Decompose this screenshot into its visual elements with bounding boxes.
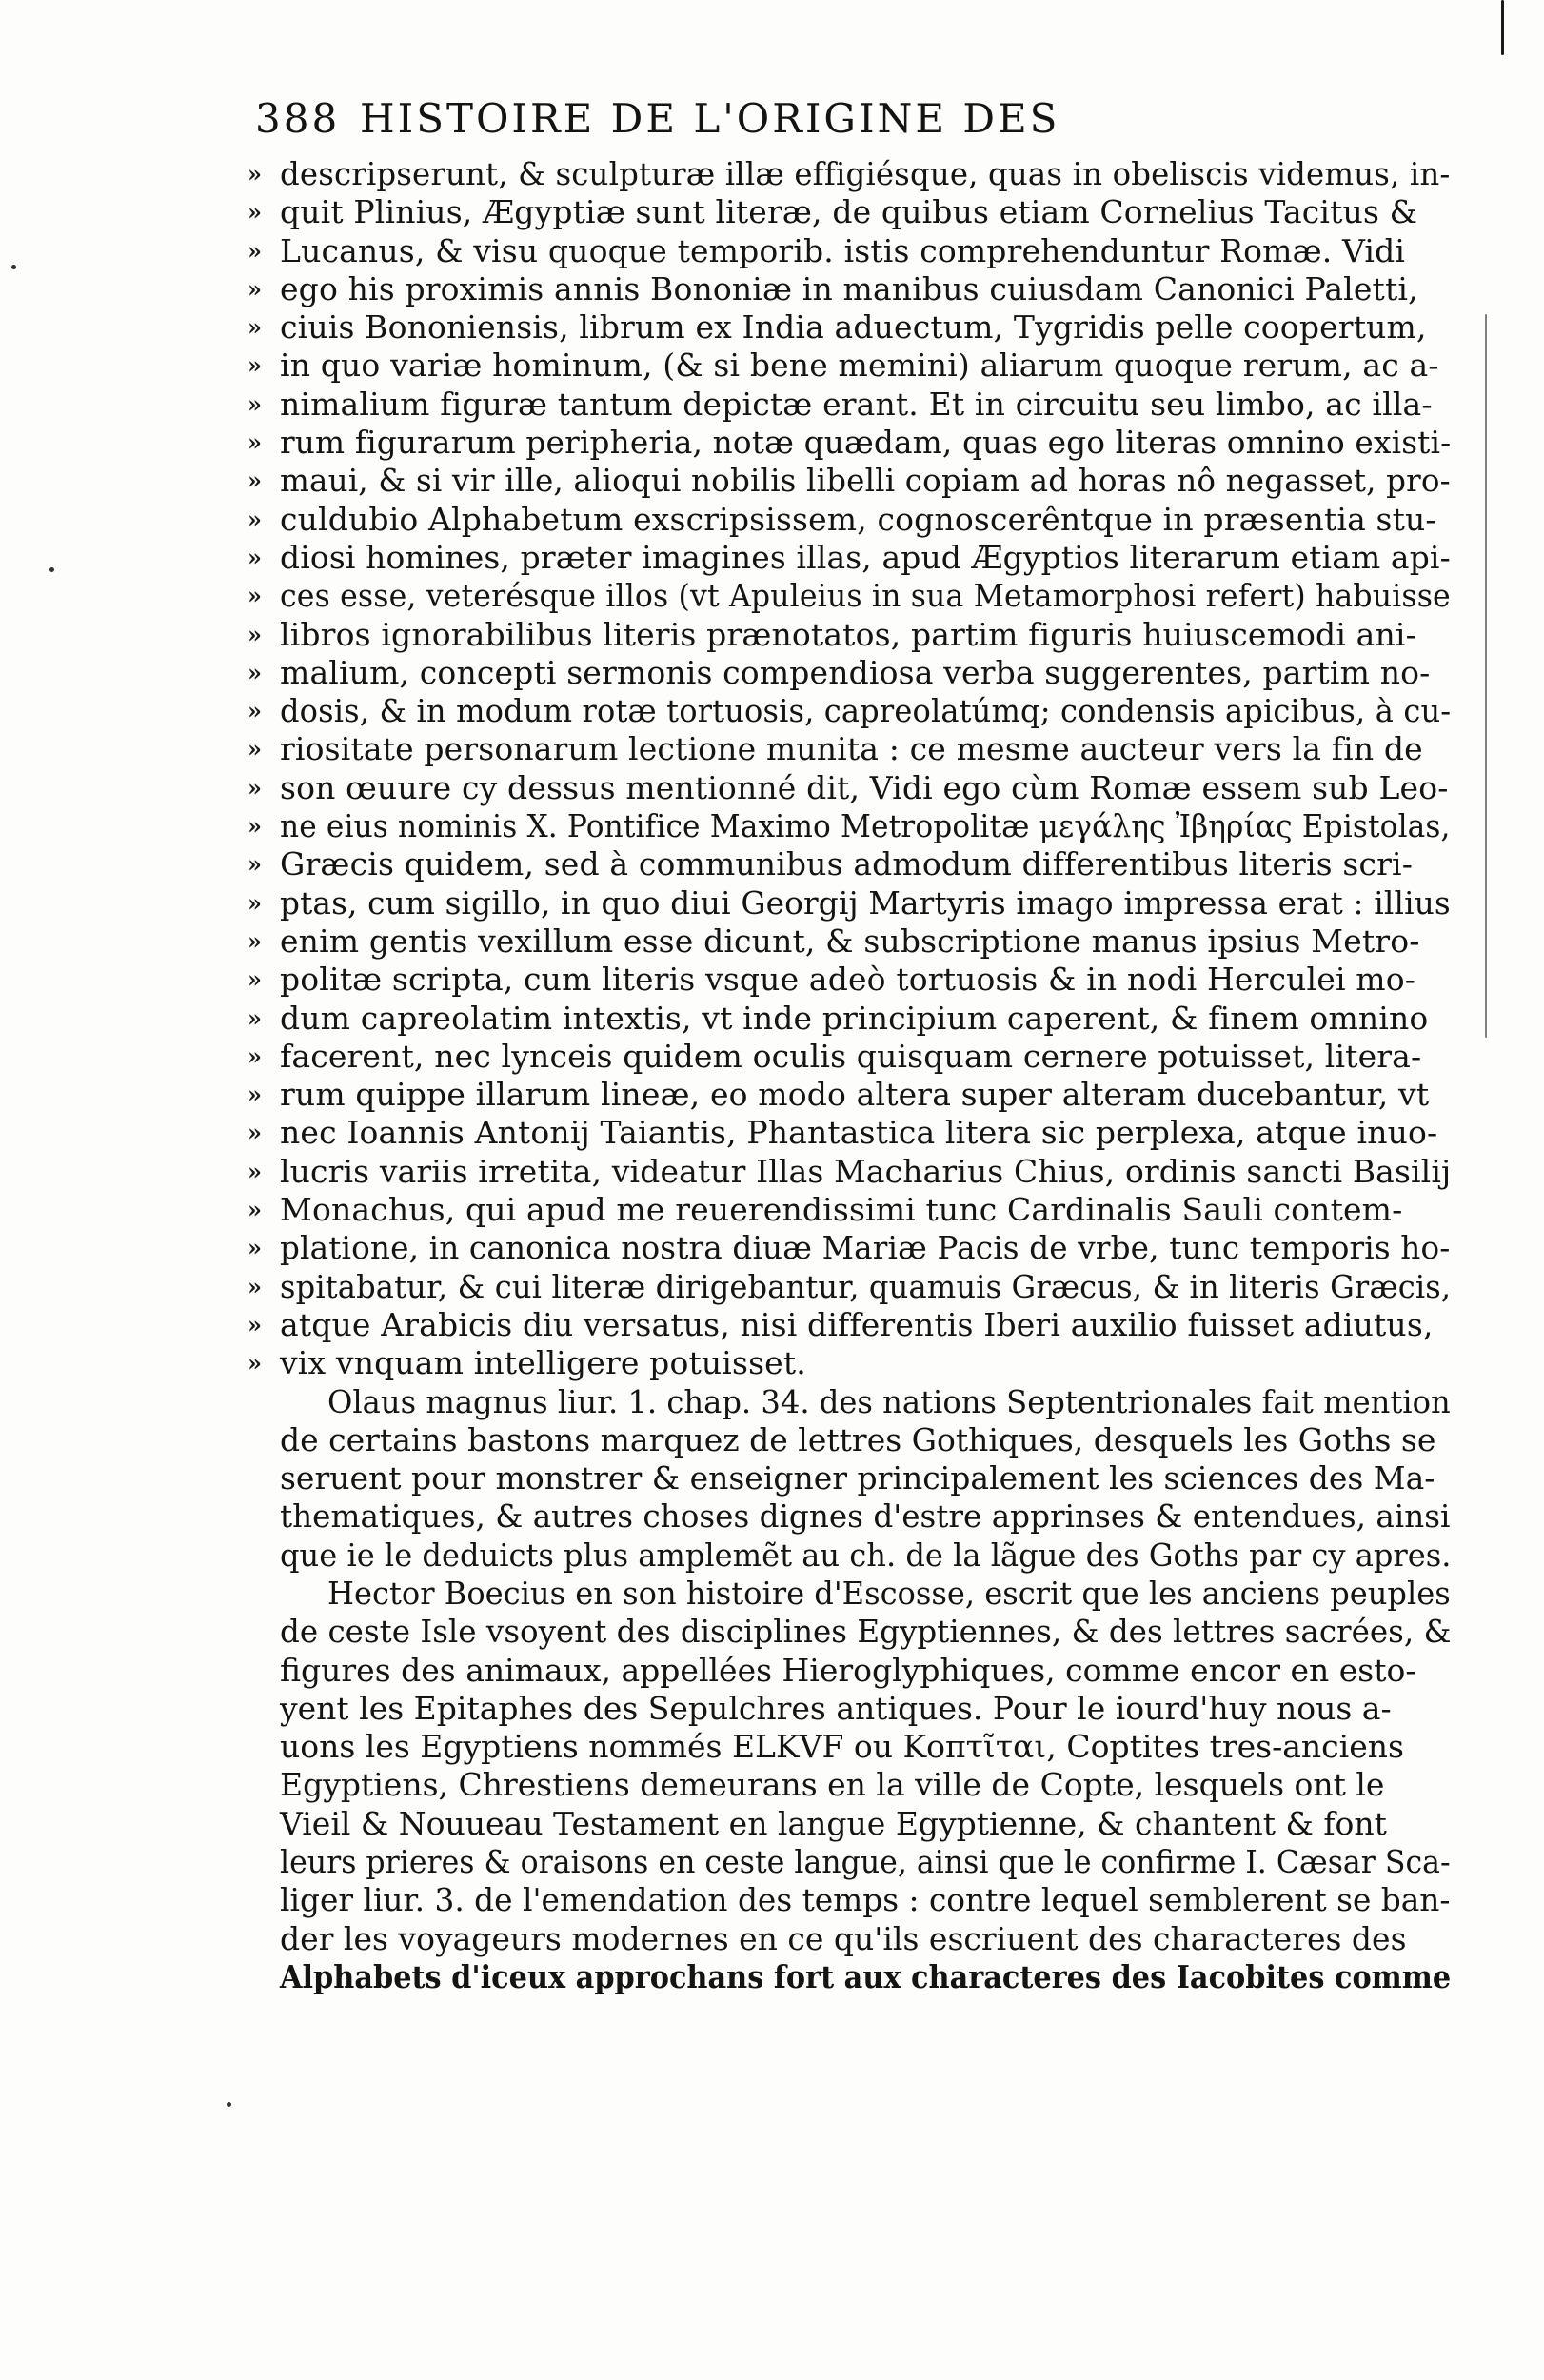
quote-mark: » <box>247 735 262 764</box>
line-text: Vieil & Nouueau Testament en langue Egyptienne, & chantent & font <box>280 1804 1387 1842</box>
quoted-text-line <box>247 654 1504 692</box>
running-title: HISTOIRE DE L'ORIGINE DES <box>360 95 1060 142</box>
text-line <box>247 1881 1504 1919</box>
quoted-text-line <box>247 769 1504 807</box>
ink-speck <box>227 2102 231 2107</box>
quoted-text-line <box>247 692 1504 730</box>
quote-mark: » <box>247 543 262 571</box>
line-text: riositate personarum lectione munita : ce mesme aucteur vers la fin de <box>280 730 1423 768</box>
quoted-text-line <box>247 155 1504 193</box>
quote-mark: » <box>247 926 262 955</box>
text-line <box>247 1421 1504 1459</box>
text-line <box>247 1497 1504 1536</box>
quote-mark: » <box>247 620 262 648</box>
text-line <box>247 1690 1504 1728</box>
line-text: que ie le deduicts plus amplemẽt au ch. de la lãgue des Goths par cy apres. <box>280 1536 1452 1574</box>
line-text: yent les Epitaphes des Sepulchres antiques. Pour le iourd'huy nous a- <box>280 1689 1392 1727</box>
quoted-text-line <box>247 1153 1504 1191</box>
quoted-text-line <box>247 616 1504 654</box>
line-text: leurs prieres & oraisons en ceste langue, ainsi que le confirme I. Cæsar Sca- <box>280 1843 1451 1881</box>
quoted-text-line <box>247 1344 1504 1382</box>
quoted-text-line <box>247 884 1504 922</box>
quoted-text-line <box>247 232 1504 270</box>
line-text: quit Plinius, Ægyptiæ sunt literæ, de quibus etiam Cornelius Tacitus & <box>280 193 1418 231</box>
quoted-text-line <box>247 386 1504 424</box>
quote-mark: » <box>247 274 262 303</box>
quote-mark: » <box>247 313 262 342</box>
text-line <box>247 1459 1504 1497</box>
quoted-text-line <box>247 1191 1504 1229</box>
quoted-text-line <box>247 730 1504 768</box>
line-text: spitabatur, & cui literæ dirigebantur, quamuis Græcus, & in literis Græcis, <box>280 1267 1452 1305</box>
line-text: libros ignorabilibus literis prænotatos, partim figuris huiuscemodi ani- <box>280 615 1416 653</box>
text-line <box>247 1766 1504 1804</box>
quote-mark: » <box>247 1157 262 1185</box>
quote-mark: » <box>247 658 262 686</box>
quoted-text-line <box>247 308 1504 347</box>
line-text: ptas, cum sigillo, in quo diui Georgij Martyris imago impressa erat : illius <box>280 883 1451 922</box>
line-text: dum capreolatim intextis, vt inde principium caperent, & finem omnino <box>280 999 1429 1037</box>
line-text: der les voyageurs modernes en ce qu'ils escriuent des characteres des <box>280 1919 1407 1957</box>
line-text: Olaus magnus liur. 1. chap. 34. des nations Septentrionales fait mention <box>327 1382 1451 1420</box>
quoted-text-line <box>247 424 1504 462</box>
line-text: ego his proximis annis Bononiæ in manibus cuiusdam Canonici Paletti, <box>280 269 1418 307</box>
text-line <box>247 1575 1504 1613</box>
line-text: maui, & si vir ille, alioqui nobilis libelli copiam ad horas nô negasset, pro- <box>280 462 1451 500</box>
line-text: nec Ioannis Antonij Taiantis, Phantastica litera sic perplexa, atque inuo- <box>280 1114 1438 1152</box>
quote-mark: » <box>247 1041 262 1070</box>
quote-mark: » <box>247 428 262 457</box>
line-text: Monachus, qui apud me reuerendissimi tunc Cardinalis Sauli contem- <box>280 1191 1403 1229</box>
line-text: ciuis Bononiensis, librum ex India aduectum, Tygridis pelle coopertum, <box>280 308 1427 347</box>
quoted-text-line <box>247 1268 1504 1306</box>
quoted-text-line <box>247 539 1504 577</box>
line-text: atque Arabicis diu versatus, nisi differentis Iberi auxilio fuisset adiutus, <box>280 1305 1434 1343</box>
quote-mark: » <box>247 351 262 380</box>
line-text: enim gentis vexillum esse dicunt, & subscriptione manus ipsius Metro- <box>280 922 1420 960</box>
quote-mark: » <box>247 1196 262 1224</box>
quoted-text-line <box>247 1306 1504 1344</box>
quoted-text-line <box>247 462 1504 500</box>
text-line <box>247 1652 1504 1690</box>
line-text: rum figurarum peripheria, notæ quædam, quas ego literas omnino existi- <box>280 424 1452 462</box>
line-text: politæ scripta, cum literis vsque adeò tortuosis & in nodi Herculei mo- <box>280 961 1416 999</box>
running-header <box>255 95 1302 152</box>
line-text: dosis, & in modum rotæ tortuosis, capreolatúmq; condensis apicibus, à cu- <box>280 692 1452 730</box>
line-text: thematiques, & autres choses dignes d'estre apprinses & entendues, ainsi <box>280 1497 1451 1536</box>
line-text: uons les Egyptiens nommés ELKVF ou Κοπτῖται, Coptites tres-anciens <box>280 1728 1404 1766</box>
quoted-text-line <box>247 577 1504 615</box>
line-text: ne eius nominis X. Pontifice Maximo Metropolitæ μεγάλης Ἰβηρίας Epistolas, <box>280 807 1451 845</box>
quoted-text-line <box>247 807 1504 845</box>
line-text: lucris variis irretita, videatur Illas Macharius Chius, ordinis sancti Basilij <box>280 1152 1452 1190</box>
line-text: seruent pour monstrer & enseigner principalement les sciences des Ma- <box>280 1459 1435 1497</box>
quote-mark: » <box>247 773 262 802</box>
quote-mark: » <box>247 1119 262 1147</box>
line-text: culdubio Alphabetum exscripsissem, cognoscerêntque in præsentia stu- <box>280 500 1436 538</box>
quote-mark: » <box>247 812 262 841</box>
page-edge-mark-top <box>1501 0 1504 55</box>
line-text: Egyptiens, Chrestiens demeurans en la ville de Copte, lesquels ont le <box>280 1766 1385 1804</box>
quote-mark: » <box>247 1349 262 1378</box>
quote-mark: » <box>247 236 262 265</box>
quote-mark: » <box>247 1310 262 1339</box>
quote-mark: » <box>247 1081 262 1109</box>
quote-mark: » <box>247 888 262 917</box>
line-text: facerent, nec lynceis quidem oculis quisquam cernere potuisset, litera- <box>280 1037 1422 1075</box>
line-text: diosi homines, præter imagines illas, apud Ægyptios literarum etiam api- <box>280 538 1451 576</box>
line-text: Alphabets d'iceux approchans fort aux characteres des Iacobites comme <box>280 1957 1452 1995</box>
quote-mark: » <box>247 198 262 227</box>
text-line <box>247 1537 1504 1575</box>
quote-mark: » <box>247 582 262 610</box>
line-text: nimalium figuræ tantum depictæ erant. Et in circuitu seu limbo, ac illa- <box>280 385 1433 423</box>
quoted-text-line <box>247 270 1504 308</box>
quote-mark: » <box>247 1234 262 1262</box>
quote-mark: » <box>247 1272 262 1300</box>
quoted-text-line <box>247 1114 1504 1152</box>
ink-speck <box>11 265 16 269</box>
quote-mark: » <box>247 466 262 495</box>
quote-mark: » <box>247 850 262 879</box>
line-text: ces esse, veterésque illos (vt Apuleius in sua Metamorphosi refert) habuisse <box>280 577 1451 615</box>
line-text: liger liur. 3. de l'emendation des temps : contre lequel semblerent se ban- <box>280 1881 1451 1919</box>
line-text: de ceste Isle vsoyent des disciplines Egyptiennes, & des lettres sacrées, & <box>280 1613 1452 1651</box>
line-text: in quo variæ hominum, (& si bene memini) aliarum quoque rerum, ac a- <box>280 347 1439 385</box>
line-text: descripserunt, & sculpturæ illæ effigiésque, quas in obeliscis videmus, in- <box>280 155 1451 192</box>
line-text: Lucanus, & visu quoque temporib. istis comprehenduntur Romæ. Vidi <box>280 231 1406 269</box>
quoted-text-line <box>247 1038 1504 1076</box>
quoted-text-line <box>247 501 1504 539</box>
text-line <box>247 1958 1504 1996</box>
line-text: de certains bastons marquez de lettres Gothiques, desquels les Goths se <box>280 1420 1436 1458</box>
text-line <box>247 1728 1504 1766</box>
line-text: figures des animaux, appellées Hieroglyphiques, comme encor en esto- <box>280 1651 1416 1689</box>
text-line <box>247 1843 1504 1881</box>
text-line <box>247 1383 1504 1421</box>
text-body <box>247 155 1504 1996</box>
quoted-text-line <box>247 961 1504 999</box>
line-text: Hector Boecius en son histoire d'Escosse, escrit que les anciens peuples <box>327 1574 1451 1612</box>
quote-mark: » <box>247 697 262 725</box>
quote-mark: » <box>247 505 262 533</box>
line-text: platione, in canonica nostra diuæ Mariæ Pacis de vrbe, tunc temporis ho- <box>280 1229 1451 1267</box>
ink-speck <box>49 567 54 572</box>
quoted-text-line <box>247 845 1504 883</box>
quoted-text-line <box>247 193 1504 231</box>
quoted-text-line <box>247 922 1504 961</box>
quote-mark: » <box>247 160 262 188</box>
line-text: vix vnquam intelligere potuisset. <box>280 1344 806 1382</box>
quoted-text-line <box>247 347 1504 385</box>
line-text: malium, concepti sermonis compendiosa verba suggerentes, partim no- <box>280 653 1431 691</box>
page-number: 388 <box>255 95 341 142</box>
quoted-text-line <box>247 1229 1504 1267</box>
text-line <box>247 1805 1504 1843</box>
quote-mark: » <box>247 965 262 994</box>
text-line <box>247 1920 1504 1958</box>
quoted-text-line <box>247 1000 1504 1038</box>
quote-mark: » <box>247 1003 262 1032</box>
quoted-text-line <box>247 1076 1504 1114</box>
text-line <box>247 1613 1504 1651</box>
line-text: son œuure cy dessus mentionné dit, Vidi ego cùm Romæ essem sub Leo- <box>280 768 1449 806</box>
quote-mark: » <box>247 389 262 418</box>
line-text: Græcis quidem, sed à communibus admodum differentibus literis scri- <box>280 845 1414 883</box>
line-text: rum quippe illarum lineæ, eo modo altera super alteram ducebantur, vt <box>280 1076 1430 1114</box>
